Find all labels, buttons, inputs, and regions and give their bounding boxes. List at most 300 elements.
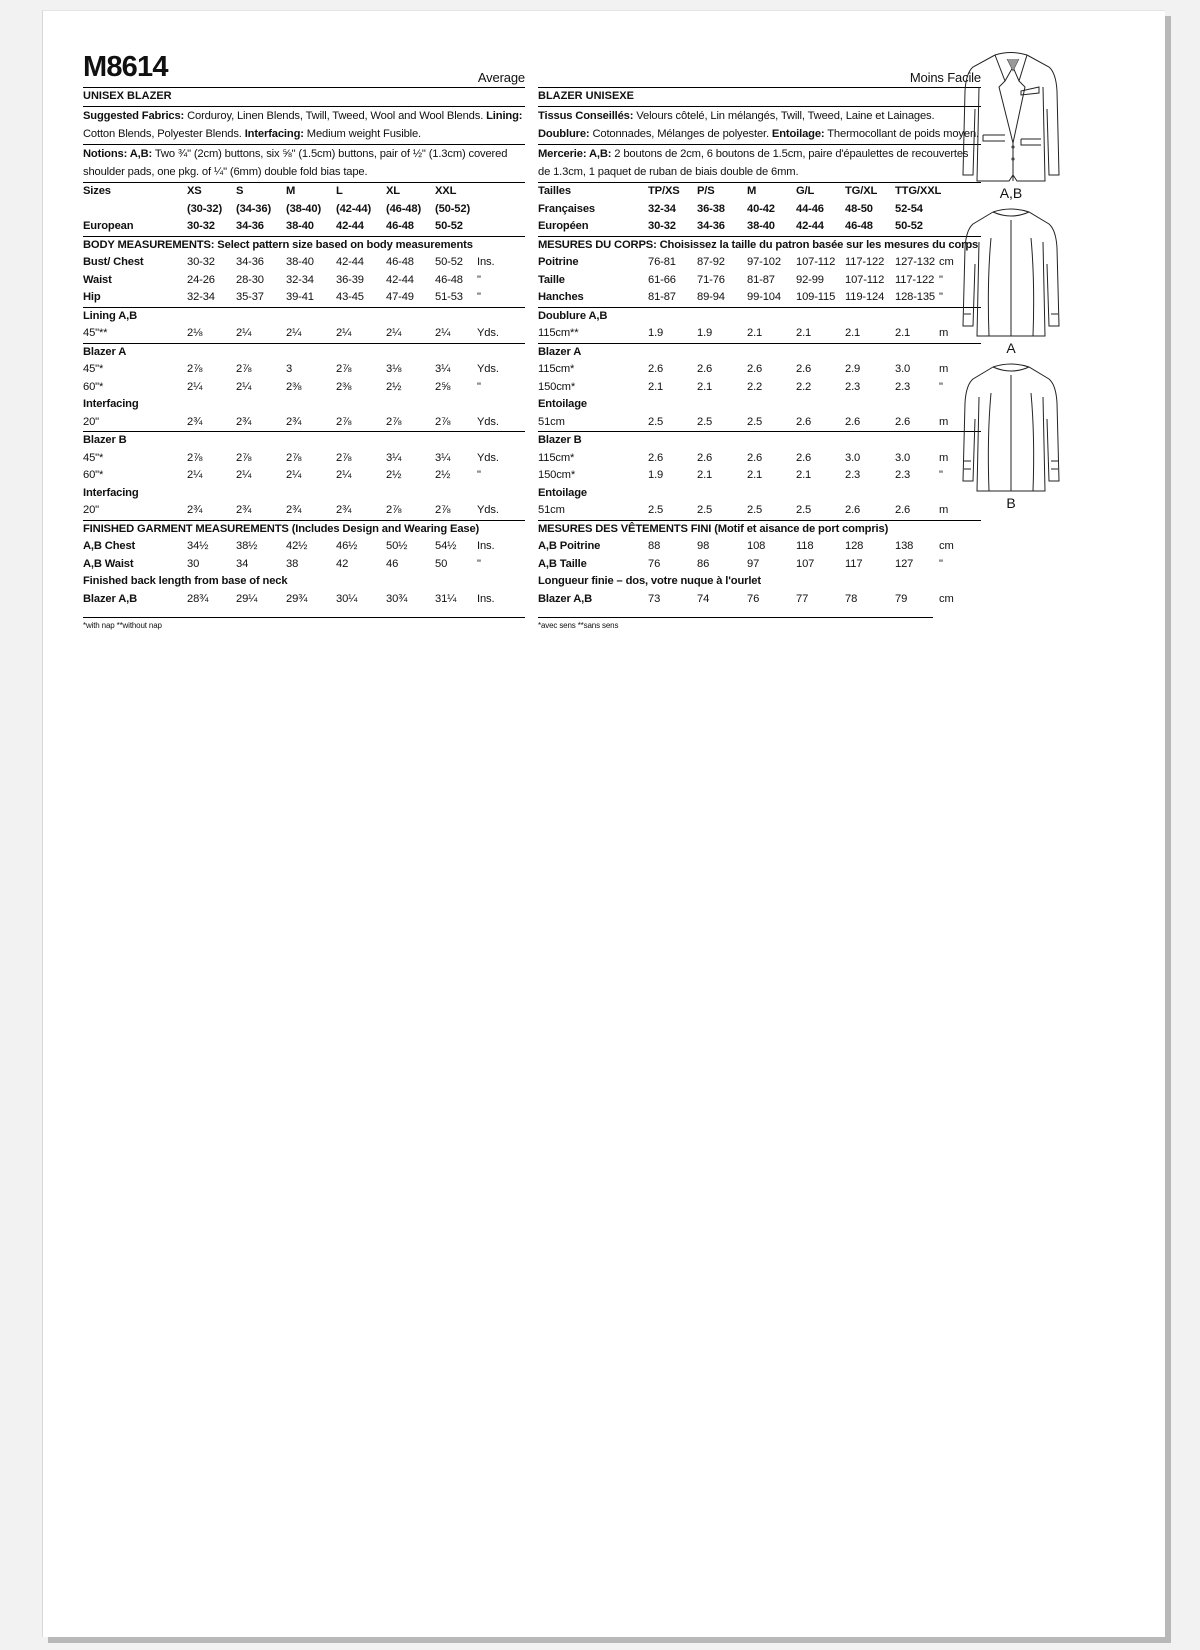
unit-cell: " — [477, 557, 481, 570]
table-cell: 2.2 — [747, 380, 763, 393]
table-row — [83, 254, 525, 272]
table-cell: 2.6 — [648, 451, 664, 464]
row-label: A,B Poitrine — [538, 540, 601, 552]
european-cell: 42-44 — [796, 220, 824, 232]
size-cell: XXL — [435, 185, 457, 197]
finished-measurements-table — [83, 521, 525, 609]
fabrics-paragraph — [538, 107, 981, 145]
table-cell: 2.1 — [648, 380, 664, 393]
table-cell: 2¼ — [187, 380, 203, 393]
size-cell: TTG/XXL — [895, 185, 942, 197]
table-cell: 97 — [747, 557, 760, 570]
row-label: 20" — [83, 504, 99, 516]
table-cell: 2¾ — [286, 504, 302, 516]
table-cell: 3⅛ — [386, 363, 402, 375]
interfacing-label: Entoilage: — [771, 127, 825, 140]
table-cell: 50½ — [386, 540, 408, 552]
table-cell: 28¾ — [187, 592, 209, 605]
table-cell: 99-104 — [747, 291, 781, 303]
table-cell: 2.6 — [747, 451, 763, 464]
row-label: 60"* — [83, 380, 104, 393]
table-cell: 29¾ — [286, 592, 308, 605]
garment-title: BLAZER UNISEXE — [538, 87, 981, 107]
row-label: A,B Waist — [83, 557, 134, 570]
table-cell: 2½ — [386, 469, 402, 481]
table-cell: 2¼ — [286, 327, 302, 339]
body-measurements-title: BODY MEASUREMENTS: Select pattern size based on body measurements — [83, 238, 473, 251]
european-label: Européen — [538, 220, 589, 232]
table-cell: 46 — [386, 557, 399, 570]
table-cell: 2½ — [386, 380, 402, 393]
row-label: 45"* — [83, 451, 104, 464]
table-cell: 2.6 — [697, 451, 713, 464]
table-row — [538, 254, 981, 272]
unit-cell: Ins. — [477, 540, 495, 552]
table-cell: 2.5 — [747, 504, 763, 516]
table-cell: 51-53 — [435, 291, 463, 303]
table-cell: 2¼ — [336, 327, 352, 339]
table-cell: 2¼ — [336, 469, 352, 481]
table-cell: 50-52 — [435, 256, 463, 268]
view-label-b: B — [1006, 495, 1016, 511]
table-cell: 78 — [845, 592, 858, 605]
notions-paragraph — [538, 145, 981, 183]
unit-cell: Ins. — [477, 592, 495, 605]
table-cell: 2⅞ — [386, 504, 402, 516]
table-cell: 71-76 — [697, 273, 725, 286]
size-range-cell: 48-50 — [845, 202, 873, 215]
table-cell: 42-44 — [386, 273, 414, 286]
table-cell: 127-132 — [895, 256, 936, 268]
table-cell: 1.9 — [648, 469, 664, 481]
lining-yardage-table — [538, 308, 981, 344]
table-cell: 2.1 — [697, 469, 713, 481]
table-cell: 38½ — [236, 540, 258, 552]
row-label: 45"** — [83, 327, 108, 339]
table-cell: 30-32 — [187, 256, 215, 268]
table-cell: 34 — [236, 557, 249, 570]
interfacing-label: Interfacing: — [244, 127, 304, 140]
blazer-b-yardage-table — [538, 432, 981, 521]
row-label: 150cm* — [538, 469, 576, 481]
european-cell: 34-36 — [697, 220, 725, 232]
size-cell: XL — [386, 185, 400, 197]
table-row — [83, 556, 525, 574]
size-cell: TP/XS — [648, 185, 680, 197]
row-label: 51cm — [538, 504, 565, 516]
table-cell: 2.1 — [697, 380, 713, 393]
view-label-a: A — [1006, 340, 1016, 356]
table-cell: 97-102 — [747, 256, 781, 268]
table-row — [83, 361, 525, 379]
row-label: Bust/ Chest — [83, 256, 144, 268]
size-cell: L — [336, 185, 343, 197]
sizes-row — [83, 183, 525, 201]
table-cell: 54½ — [435, 540, 457, 552]
table-cell: 2.1 — [895, 327, 911, 339]
european-cell: 42-44 — [336, 220, 364, 232]
table-cell: 3¼ — [435, 363, 451, 375]
table-row — [538, 272, 981, 290]
table-cell: 76-81 — [648, 256, 676, 268]
lining-text: Cotton Blends, Polyester Blends. — [83, 127, 245, 140]
unit-cell: " — [477, 469, 481, 481]
table-cell: 2⅞ — [236, 363, 252, 375]
table-cell: 2⅞ — [336, 451, 352, 464]
unit-cell: m — [939, 451, 949, 464]
unit-cell: Yds. — [477, 327, 499, 339]
table-row — [83, 272, 525, 290]
table-cell: 76 — [648, 557, 661, 570]
table-row — [538, 414, 981, 432]
table-cell: 74 — [697, 592, 710, 605]
table-row — [538, 591, 981, 609]
back-length-title: Longueur finie – dos, votre nuque à l'ourlet — [538, 575, 761, 587]
table-cell: 2¼ — [286, 469, 302, 481]
table-cell: 3.0 — [895, 451, 911, 464]
european-cell: 38-40 — [747, 220, 775, 232]
lining-text: Cotonnades, Mélanges de polyester. — [589, 127, 772, 140]
row-label: 115cm** — [538, 327, 579, 339]
table-cell: 2⅞ — [336, 415, 352, 428]
table-cell: 3¼ — [386, 451, 402, 464]
unit-cell: " — [939, 557, 943, 570]
table-cell: 2⅞ — [336, 363, 352, 375]
table-cell: 2.1 — [796, 327, 812, 339]
lining-label: Doublure: — [538, 127, 590, 140]
size-range-cell: (38-40) — [286, 202, 322, 215]
unit-cell: cm — [939, 256, 954, 268]
table-cell: 117-122 — [895, 273, 935, 286]
table-cell: 2.6 — [895, 415, 911, 428]
garment-illustrations — [961, 47, 1061, 512]
table-cell: 2.6 — [796, 415, 812, 428]
unit-cell: m — [939, 327, 949, 339]
row-label: 115cm* — [538, 363, 575, 375]
table-cell: 109-115 — [796, 291, 836, 303]
table-row — [538, 361, 981, 379]
fabrics-text: Velours côtelé, Lin mélangés, Twill, Tweed, Laine et Lainages. — [633, 110, 935, 122]
table-cell: 2¾ — [187, 415, 203, 428]
size-range-cell: 36-38 — [697, 202, 725, 215]
table-cell: 128 — [845, 540, 864, 552]
table-row — [83, 379, 525, 397]
table-cell: 107 — [796, 557, 815, 570]
table-cell: 119-124 — [845, 291, 885, 303]
size-cell: P/S — [697, 185, 715, 197]
table-cell: 46-48 — [386, 256, 414, 268]
sizes-label: Tailles — [538, 185, 571, 197]
size-cell: TG/XL — [845, 185, 878, 197]
blazer-a-title: Blazer A — [538, 345, 582, 358]
table-cell: 2.6 — [697, 363, 713, 375]
interfacing-text: Medium weight Fusible. — [303, 127, 422, 140]
table-cell: 2¼ — [236, 380, 252, 393]
lining-title: Doublure A,B — [538, 309, 608, 322]
table-cell: 2⅞ — [386, 415, 402, 428]
table-cell: 117-122 — [845, 256, 885, 268]
unit-cell: m — [939, 363, 949, 375]
size-range-cell: 52-54 — [895, 202, 923, 215]
table-cell: 2.6 — [845, 504, 861, 516]
table-cell: 2⅞ — [187, 451, 203, 464]
lining-yardage-table — [83, 308, 525, 344]
table-cell: 2¼ — [236, 327, 252, 339]
sizes-label: Sizes — [83, 185, 111, 197]
size-range-cell: 44-46 — [796, 202, 824, 215]
difficulty-label: Average — [477, 70, 525, 85]
table-row — [83, 450, 525, 468]
table-cell: 30¾ — [386, 592, 408, 605]
unit-cell: cm — [939, 540, 954, 552]
table-cell: 138 — [895, 540, 914, 552]
finished-measurements-table — [538, 521, 981, 609]
table-cell: 39-41 — [286, 291, 314, 303]
unit-cell: " — [477, 291, 481, 303]
european-row — [83, 218, 525, 236]
table-cell: 2¼ — [386, 327, 402, 339]
row-label: Waist — [83, 273, 112, 286]
size-range-cell: 32-34 — [648, 202, 676, 215]
garment-title: UNISEX BLAZER — [83, 87, 525, 107]
table-cell: 46½ — [336, 540, 358, 552]
table-cell: 2¾ — [236, 415, 252, 428]
table-cell: 118 — [796, 540, 814, 552]
table-cell: 108 — [747, 540, 766, 552]
interfacing-title: Entoilage — [538, 398, 587, 410]
table-cell: 32-34 — [286, 273, 314, 286]
table-cell: 3.0 — [895, 363, 911, 375]
table-cell: 43-45 — [336, 291, 364, 303]
table-cell: 3 — [286, 363, 293, 375]
table-cell: 2¾ — [187, 504, 203, 516]
table-row — [83, 289, 525, 307]
view-label-front: A,B — [999, 185, 1023, 201]
european-cell: 50-52 — [435, 220, 463, 232]
french-body — [538, 87, 981, 632]
size-range-cell: 40-42 — [747, 202, 775, 215]
table-row — [538, 502, 981, 520]
footnote: *avec sens **sans sens — [538, 621, 619, 630]
table-cell: 42½ — [286, 540, 308, 552]
body-measurements-title: MESURES DU CORPS: Choisissez la taille du patron basée sur les mesures du corps — [538, 238, 979, 251]
table-cell: 73 — [648, 592, 661, 605]
lining-label: Lining: — [486, 110, 523, 122]
table-row — [538, 538, 981, 556]
difficulty-label: Moins Facile — [909, 70, 981, 85]
unit-cell: Yds. — [477, 415, 499, 428]
table-cell: 47-49 — [386, 291, 414, 303]
table-cell: 28-30 — [236, 273, 264, 286]
table-cell: 2.1 — [747, 469, 763, 481]
table-cell: 2⅞ — [286, 451, 302, 464]
table-cell: 2⅝ — [435, 380, 451, 393]
table-row — [538, 325, 981, 343]
table-cell: 42-44 — [336, 256, 364, 268]
table-cell: 61-66 — [648, 273, 676, 286]
interfacing-title: Interfacing — [83, 398, 139, 410]
table-cell: 32-34 — [187, 291, 215, 303]
unit-cell: m — [939, 415, 949, 428]
unit-cell: " — [939, 273, 943, 286]
table-cell: 34½ — [187, 540, 209, 552]
table-cell: 2.6 — [895, 504, 911, 516]
fabrics-label: Tissus Conseillés: — [538, 110, 634, 122]
european-cell: 46-48 — [386, 220, 414, 232]
table-cell: 2.6 — [747, 363, 763, 375]
sizes-row — [538, 183, 981, 201]
row-label: A,B Taille — [538, 557, 587, 570]
table-cell: 2.5 — [648, 504, 664, 516]
table-cell: 31¼ — [435, 592, 457, 605]
table-cell: 2.5 — [697, 415, 713, 428]
unit-cell: Yds. — [477, 504, 499, 516]
table-cell: 87-92 — [697, 256, 725, 268]
unit-cell: Ins. — [477, 256, 495, 268]
table-cell: 2.6 — [796, 451, 812, 464]
unit-cell: Yds. — [477, 363, 499, 375]
table-cell: 89-94 — [697, 291, 725, 303]
size-cell: S — [236, 185, 244, 197]
table-row — [83, 538, 525, 556]
size-range-cell: (30-32) — [187, 202, 223, 215]
table-cell: 1.9 — [648, 327, 664, 339]
table-cell: 30 — [187, 557, 200, 570]
unit-cell: " — [939, 380, 943, 393]
back-length-title: Finished back length from base of neck — [83, 575, 288, 587]
pattern-sheet — [42, 10, 1165, 1637]
table-row — [83, 325, 525, 343]
european-row — [538, 218, 981, 236]
table-cell: 2¼ — [187, 469, 203, 481]
table-cell: 2.3 — [845, 469, 861, 481]
table-cell: 81-87 — [747, 273, 775, 286]
table-cell: 81-87 — [648, 291, 676, 303]
table-cell: 2⅞ — [435, 415, 451, 428]
finished-title: MESURES DES VÊTEMENTS FINI (Motif et aisance de port compris) — [538, 522, 889, 535]
table-cell: 77 — [796, 592, 809, 605]
french-sizes-label: Françaises — [538, 202, 595, 215]
table-cell: 3¼ — [435, 451, 451, 464]
table-cell: 92-99 — [796, 273, 824, 286]
table-cell: 2.5 — [697, 504, 713, 516]
size-range-cell: (46-48) — [386, 202, 422, 215]
notions-text: 2 boutons de 2cm, 6 boutons de 1.5cm, paire d'épaulettes de recouvertes de 1.3cm, 1 paquet de ruban de biais double de 6mm. — [538, 148, 969, 178]
pattern-code: M8614 — [83, 51, 168, 83]
size-cell: M — [747, 185, 757, 197]
table-cell: 30¼ — [336, 592, 358, 605]
table-cell: 36-39 — [336, 273, 364, 286]
row-label: 51cm — [538, 415, 565, 428]
table-row — [538, 556, 981, 574]
table-cell: 2½ — [435, 469, 451, 481]
unit-cell: cm — [939, 592, 954, 605]
row-label: A,B Chest — [83, 540, 136, 552]
table-row — [83, 591, 525, 609]
european-cell: 30-32 — [648, 220, 676, 232]
body-measurements-table — [83, 237, 525, 308]
table-cell: 117 — [845, 557, 863, 570]
unit-cell: m — [939, 504, 949, 516]
table-cell: 50 — [435, 557, 448, 570]
table-cell: 2⅛ — [187, 327, 203, 339]
row-label: 150cm* — [538, 380, 576, 393]
unit-cell: " — [939, 469, 943, 481]
table-cell: 2.9 — [845, 363, 861, 375]
row-label: Hip — [83, 291, 101, 303]
fabrics-label: Suggested Fabrics: — [83, 110, 185, 122]
row-label: 20" — [83, 415, 99, 428]
english-body — [83, 87, 525, 632]
fabrics-paragraph — [83, 107, 525, 145]
table-cell: 76 — [747, 592, 760, 605]
table-cell: 24-26 — [187, 273, 215, 286]
table-cell: 2¾ — [286, 415, 302, 428]
table-cell: 2.5 — [648, 415, 664, 428]
french-header — [538, 47, 981, 88]
table-cell: 2¾ — [236, 504, 252, 516]
table-row — [538, 450, 981, 468]
table-cell: 2¼ — [236, 469, 252, 481]
size-range-cell: (50-52) — [435, 202, 471, 215]
footnote: *with nap **without nap — [83, 621, 162, 630]
size-table — [538, 183, 981, 237]
table-cell: 2¼ — [435, 327, 451, 339]
table-cell: 2⅞ — [187, 363, 203, 375]
table-cell: 107-112 — [845, 273, 885, 286]
size-cell: G/L — [796, 185, 815, 197]
unit-cell: " — [477, 273, 481, 286]
blazer-a-title: Blazer A — [83, 345, 127, 358]
interfacing-title: Interfacing — [83, 486, 139, 499]
blazer-b-yardage-table — [83, 432, 525, 521]
blazer-b-title: Blazer B — [83, 434, 127, 446]
row-label: Taille — [538, 273, 565, 286]
table-cell: 42 — [336, 557, 349, 570]
table-row — [83, 502, 525, 520]
table-cell: 2¾ — [336, 504, 352, 516]
european-cell: 34-36 — [236, 220, 264, 232]
size-ranges-row — [83, 201, 525, 219]
blazer-a-yardage-table — [538, 344, 981, 433]
table-cell: 2⅜ — [336, 380, 352, 393]
table-cell: 79 — [895, 592, 908, 605]
table-cell: 2.5 — [747, 415, 763, 428]
table-cell: 2⅜ — [286, 380, 302, 393]
row-label: 60"* — [83, 469, 104, 481]
table-cell: 38 — [286, 557, 299, 570]
notions-label: Mercerie: A,B: — [538, 148, 612, 160]
english-header — [83, 47, 525, 88]
table-row — [538, 289, 981, 307]
european-cell: 46-48 — [845, 220, 873, 232]
footnote-divider — [538, 617, 933, 618]
table-cell: 2.3 — [895, 469, 911, 481]
size-ranges-row — [538, 201, 981, 219]
blazer-a-yardage-table — [83, 344, 525, 433]
table-row — [538, 379, 981, 397]
row-label: Hanches — [538, 291, 584, 303]
table-cell: 29¼ — [236, 592, 258, 605]
size-cell: M — [286, 185, 296, 197]
table-cell: 38-40 — [286, 256, 314, 268]
footnote-divider — [83, 617, 525, 618]
notions-text: Two ¾" (2cm) buttons, six ⅝" (1.5cm) buttons, pair of ½" (1.3cm) covered shoulder pads, one pkg. of ¼" (6mm) double fold bias tape. — [83, 148, 508, 178]
table-cell: 107-112 — [796, 256, 836, 268]
notions-label: Notions: A,B: — [83, 148, 153, 160]
table-cell: 2.6 — [796, 363, 812, 375]
table-cell: 2.1 — [747, 327, 763, 339]
